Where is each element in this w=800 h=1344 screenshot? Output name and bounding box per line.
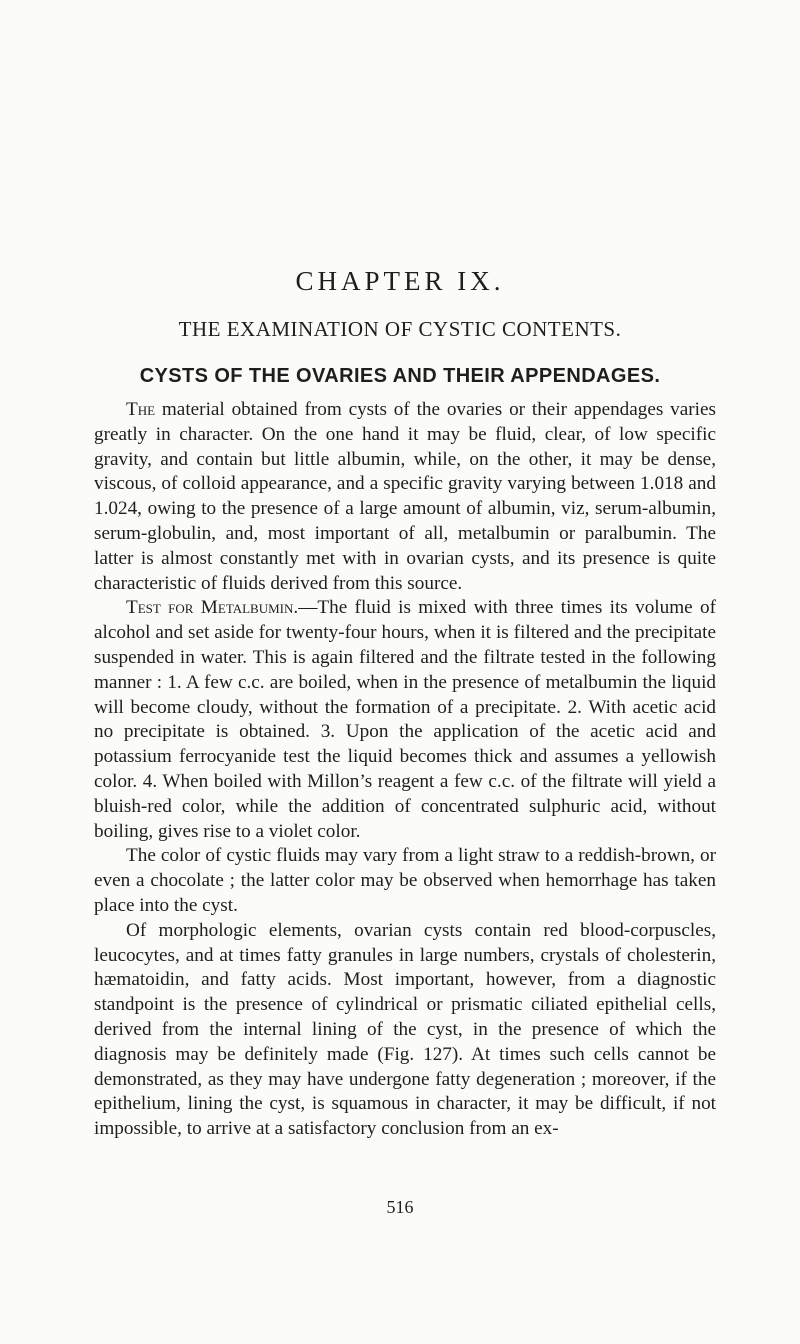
- paragraph-1: [94, 398, 716, 596]
- subsection-heading: CYSTS OF THE OVARIES AND THEIR APPENDAGES.: [139, 365, 661, 387]
- page-number: 516: [386, 1197, 414, 1217]
- body-text: [94, 398, 716, 1142]
- paragraph-4: Of morphologic elements, ovarian cysts contain red blood-corpuscles, leucocytes, and at times fatty granules in large numbers, crystals of cholesterin, hæmatoidin, and fatty acids. Most important, however, from a diagnostic standpoint is the presence of cylindrical or prismatic ciliated epithelial cells, derived from the internal lining of the cyst, in the presence of which the diagnosis may be definitely made (Fig. 127). At times such cells cannot be demonstrated, as they may have undergone fatty degeneration ; moreover, if the epithelium, lining the cyst, is squamous in character, it may be difficult, if not impossible, to arrive at a satisfactory conclusion from an ex-: [94, 919, 716, 1140]
- paragraph-1-lead: The: [126, 399, 156, 420]
- paragraph-2: [94, 596, 716, 844]
- test-heading: Test for Metalbumin.: [126, 597, 299, 619]
- paragraph-1-text: material obtained from cysts of the ovaries or their appendages varies greatly in character. On the one hand it may be fluid, clear, of low specific gravity, and contain but little albumin, while, on the other, it may be dense, viscous, of colloid appearance, and a specific gravity varying between 1.018 and 1.024, owing to the presence of a large amount of albumin, viz, serum-albumin, serum-globulin, and, most important of all, metalbumin or paralbumin. The latter is almost constantly met with in ovarian cysts, and its presence is quite characteristic of fluids derived from this source.: [94, 399, 716, 594]
- section-title: THE EXAMINATION OF CYSTIC CONTENTS.: [178, 317, 622, 341]
- paragraph-2-text: —The fluid is mixed with three times its volume of alcohol and set aside for twenty-four hours, when it is filtered and the precipitate suspended in water. This is again filtered and the filtrate tested in the following manner : 1. A few c.c. are boiled, when in the presence of metalbumin the liquid will become cloudy, without the formation of a precipitate. 2. With acetic acid no precipitate is obtained. 3. Upon the application of the acetic acid and potassium ferrocyanide test the liquid becomes thick and assumes a yellowish color. 4. When boiled with Millon’s reagent a few c.c. of the filtrate will yield a bluish-red color, while the addition of concentrated sulphuric acid, without boiling, gives rise to a violet color.: [94, 597, 717, 842]
- paragraph-3: The color of cystic fluids may vary from a light straw to a reddish-brown, or even a chocolate ; the latter color may be observed when hemorrhage has taken place into the cyst.: [94, 845, 716, 916]
- chapter-title: CHAPTER IX.: [295, 266, 505, 296]
